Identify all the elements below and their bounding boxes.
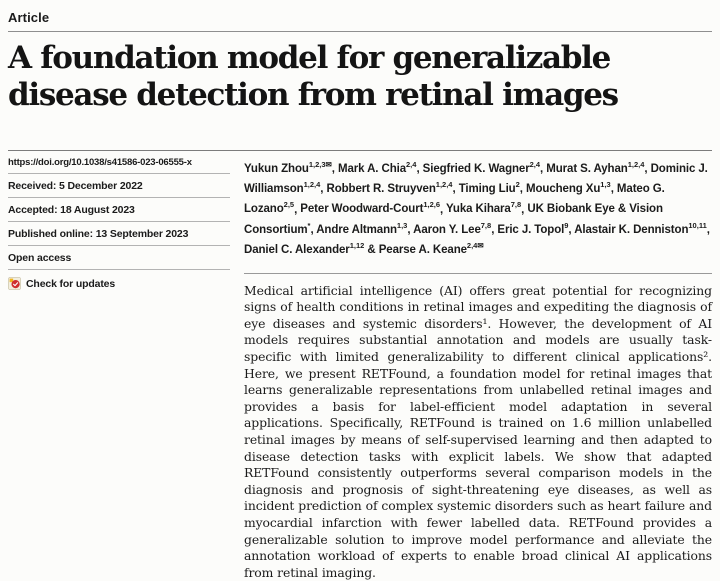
author-name: Peter Woodward-Court$^{1,2,6}$ (300, 200, 440, 216)
author-name: UK Biobank Eye & Vision Consortium* (244, 203, 663, 236)
received-date: Received: 5 December 2022 (8, 174, 230, 198)
doi-row (8, 151, 230, 174)
author-affiliation-superscript: 1,2,4 (303, 180, 321, 190)
author-affiliation-superscript: 1,2,4 (435, 180, 453, 190)
author-affiliation-superscript: 9 (564, 220, 569, 230)
page-title-line2: disease detection from retinal images (8, 77, 618, 113)
main-column (244, 151, 712, 581)
crossmark-icon (8, 277, 21, 290)
author-affiliation-superscript: 2 (515, 180, 520, 190)
author-affiliation-superscript: 2,4 (529, 160, 541, 169)
author-name: Pearse A. Keane$^{2,4✉}$ (378, 241, 484, 257)
author-name: Dominic J. Williamson$^{1,2,4}$ (244, 162, 708, 196)
published-date: Published online: 13 September 2023 (8, 222, 230, 246)
author-affiliation-superscript: 1,2,6 (423, 200, 440, 210)
page-title (8, 40, 712, 114)
author-affiliation-superscript: 1,3 (600, 180, 611, 190)
author-affiliation-superscript: * (307, 220, 311, 230)
author-affiliation-superscript: 1,3 (396, 220, 408, 230)
check-for-updates-badge[interactable] (8, 270, 230, 295)
article-kicker: Article (8, 10, 50, 25)
author-name: Eric J. Topol$^9$ (497, 220, 569, 236)
author-name: Robbert R. Struyven$^{1,2,4}$ (326, 180, 453, 196)
author-affiliation-superscript: 1,12 (349, 241, 365, 251)
article-header (8, 8, 712, 114)
author-name: Mateo G. Lozano$^{2,5}$ (244, 183, 665, 216)
author-name: Timing Liu$^2$ (458, 180, 520, 196)
author-name: Siegfried K. Wagner$^{2,4}$ (422, 160, 541, 175)
kicker-rule (8, 31, 712, 32)
content-columns (8, 150, 712, 581)
doi-link[interactable]: https://doi.org/10.1038/s41586-023-06555-x (8, 157, 192, 168)
author-name: Moucheng Xu$^{1,3}$ (525, 180, 611, 196)
abstract-text: Medical artificial intelligence (AI) offers great potential for recognizing signs of health conditions in retinal images and expediting the diagnosis of eye diseases and systemic disorders¹. However, the development of AI models requires substantial annotation and models are usually task-specific with limited generalizability to different clinical applications². Here, we present RETFound, a foundation model for retinal images that learns generalizable representations from unlabelled retinal images and provides a basis for label-efficient model adaptation in several applications. Specifically, RETFound is trained on 1.6 million unlabelled retinal images by means of self-supervised learning and then adapted to disease detection tasks with explicit labels. We show that adapted RETFound consistently outperforms several comparison models in the diagnosis and prognosis of sight-threatening eye diseases, as well as incident prediction of complex systemic disorders such as heart failure and myocardial infarction with fewer labelled data. RETFound provides a generalizable solution to improve model performance and alleviate the annotation workload of experts to enable broad clinical AI applications from retinal imaging. (244, 282, 712, 580)
author-affiliation-superscript: 1,2,3✉ (308, 160, 332, 169)
author-affiliation-superscript: 2,4✉ (466, 241, 484, 251)
author-name: Yuka Kihara$^{7,8}$ (445, 200, 522, 216)
metadata-sidebar (8, 151, 230, 581)
author-affiliation-superscript: 10,11 (688, 220, 707, 230)
author-affiliation-superscript: 2,4 (406, 160, 417, 169)
author-name: Daniel C. Alexander$^{1,12}$ (244, 241, 365, 257)
author-affiliation-superscript: 1,2,4 (627, 160, 645, 169)
author-name: Andre Altmann$^{1,3}$ (316, 220, 408, 236)
author-affiliation-superscript: 7,8 (480, 220, 492, 230)
author-list: Yukun Zhou$^{1,2,3✉}$, Mark A. Chia$^{2,4}$, Siegfried K. Wagner$^{2,4}$, Murat S. Ayhan$^{1,2,4}$, Dominic J. Williamson$^{1,2,4}$, Robbert R. Struyven$^{1,2,4}$, Timing Liu$^2$, Moucheng Xu$^{1,3}$, Mateo G. Lozano$^{2,5}$, Peter Woodward-Court$^{1,2,6}$, Yuka Kihara$^{7,8}$, UK Biobank Eye & Vision Consortium*, Andre Altmann$^{1,3}$, Aaron Y. Lee$^{7,8}$, Eric J. Topol$^9$, Alastair K. Denniston$^{10,11}$, Daniel C. Alexander$^{1,12}$ & Pearse A. Keane$^{2,4✉}$ (244, 151, 712, 274)
page-title-line1: A foundation model for generalizable (8, 40, 611, 76)
author-affiliation-superscript: 2,5 (283, 200, 295, 210)
author-name: Murat S. Ayhan$^{1,2,4}$ (546, 160, 645, 175)
author-name: Aaron Y. Lee$^{7,8}$ (413, 220, 492, 236)
author-affiliation-superscript: 7,8 (510, 200, 522, 210)
author-name: Yukun Zhou$^{1,2,3✉}$ (244, 160, 332, 175)
author-name: Alastair K. Denniston$^{10,11}$ (574, 220, 707, 236)
open-access-label: Open access (8, 246, 230, 270)
accepted-date: Accepted: 18 August 2023 (8, 198, 230, 222)
author-name: Mark A. Chia$^{2,4}$ (337, 160, 417, 175)
check-for-updates-label: Check for updates (26, 277, 116, 290)
